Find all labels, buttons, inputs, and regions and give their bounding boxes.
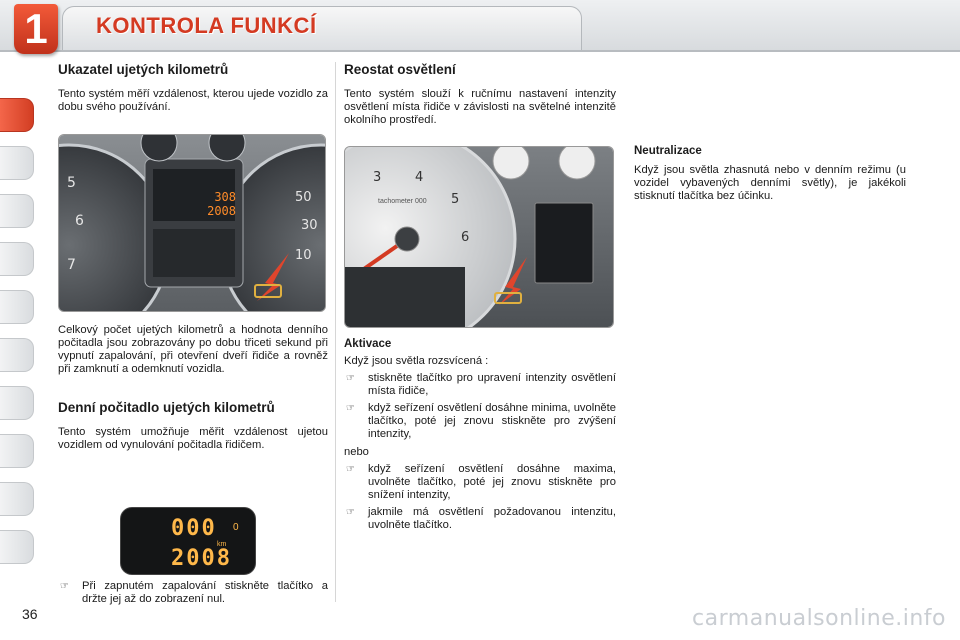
trip-heading: Denní počitadlo ujetých kilometrů: [58, 400, 275, 415]
reset-instruction: [58, 580, 328, 606]
neutral-heading: Neutralizace: [634, 145, 702, 157]
side-tab-chapter-5[interactable]: [0, 290, 34, 324]
cluster-readout-top: 308: [214, 190, 236, 204]
page-number: 36: [22, 606, 38, 622]
pointing-hand-icon: ☞: [60, 581, 69, 592]
svg-text:7: 7: [67, 257, 76, 273]
trip-text: Tento systém umožňuje měřit vzdálenost ujetou vozidlem od vynulování počitadla řidičem.: [58, 426, 328, 451]
svg-text:6: 6: [75, 213, 84, 229]
pointing-hand-icon: ☞: [346, 464, 355, 475]
svg-text:6: 6: [461, 230, 470, 245]
activation-item-text: když seřízení osvětlení dosáhne maxima, uvolněte tlačítko, poté jej znovu stiskněte pro snížení intenzity,: [368, 463, 616, 501]
svg-text:50: 50: [295, 190, 312, 205]
column-odometer: [58, 62, 328, 114]
display-top: 000: [171, 516, 217, 541]
display-bottom: 2008: [171, 546, 232, 571]
chapter-badge: 1: [14, 4, 58, 54]
side-tab-chapter-2[interactable]: [0, 146, 34, 180]
side-tab-chapter-7[interactable]: [0, 386, 34, 420]
side-tab-chapter-8[interactable]: [0, 434, 34, 468]
pointing-hand-icon: ☞: [346, 403, 355, 414]
activation-item: [344, 372, 616, 398]
dimmer-cluster-image: [344, 146, 614, 328]
svg-text:3: 3: [373, 170, 382, 185]
reset-text: Při zapnutém zapalování stiskněte tlačítko a držte jej až do zobrazení nul.: [82, 580, 328, 605]
odometer-text: Tento systém měří vzdálenost, kterou ujede vozidlo za dobu svého používání.: [58, 88, 328, 113]
neutral-text: Když jsou světla zhasnutá nebo v denním režimu (u vozidel vybavených denními světly), je jakékoli stisknutí tlačítka bez účinku.: [634, 164, 906, 202]
side-tab-chapter-6[interactable]: [0, 338, 34, 372]
column-divider: [335, 62, 336, 602]
display-unit: km: [217, 541, 227, 548]
activation-item: [344, 402, 616, 441]
activation-item-text: stiskněte tlačítko pro upravení intenzity osvětlení místa řidiče,: [368, 372, 616, 397]
watermark: carmanualsonline.info: [692, 606, 946, 631]
chapter-side-tabs: [0, 62, 38, 602]
svg-text:4: 4: [415, 170, 424, 185]
total-distance-text: Celkový počet ujetých kilometrů a hodnota denního počitadla jsou zobrazovány po dobu třiceti sekund při vypnutí zapalování, při otevření dveří řidiče a rovněž při zamknutí a odemknutí vozidla.: [58, 324, 328, 375]
activation-section: [344, 337, 616, 532]
side-tab-chapter-10[interactable]: [0, 530, 34, 564]
trip-display-image: [120, 507, 256, 575]
odometer-heading: Ukazatel ujetých kilometrů: [58, 62, 229, 77]
column-dimmer: [344, 62, 616, 127]
pointing-hand-icon: ☞: [346, 373, 355, 384]
activation-heading: Aktivace: [344, 338, 392, 350]
cluster-readout-bottom: 2008: [207, 204, 236, 218]
side-tab-chapter-4[interactable]: [0, 242, 34, 276]
or-text: nebo: [344, 446, 369, 458]
svg-text:30: 30: [301, 218, 318, 233]
activation-item: [344, 506, 616, 532]
activation-item-text: když seřízení osvětlení dosáhne minima, uvolněte tlačítko, poté jej znovu stiskněte pro zvýšení intenzity,: [368, 402, 616, 440]
column-neutralization: [634, 144, 906, 203]
reset-item: [58, 580, 328, 606]
side-tab-chapter-1[interactable]: [0, 98, 34, 132]
chapter-title: KONTROLA FUNKCÍ: [96, 13, 317, 38]
svg-text:5: 5: [451, 192, 460, 207]
svg-text:10: 10: [295, 248, 312, 263]
cluster-readout: [146, 190, 236, 230]
gauge-readout: tachometer 000: [378, 198, 427, 205]
display-extra: 0: [233, 522, 239, 533]
column-odometer-lower: [58, 324, 328, 452]
svg-text:5: 5: [67, 175, 76, 191]
activation-item-text: jakmile má osvětlení požadovanou intenzitu, uvolněte tlačítko.: [368, 506, 616, 531]
pointing-hand-icon: ☞: [346, 507, 355, 518]
page-header: [0, 0, 960, 56]
dimmer-heading: Reostat osvětlení: [344, 62, 456, 77]
activation-intro: Když jsou světla rozsvícená :: [344, 355, 489, 367]
side-tab-chapter-3[interactable]: [0, 194, 34, 228]
dimmer-text: Tento systém slouží k ručnímu nastavení intenzity osvětlení místa řidiče v závislosti na světelné intenzitě okolního prostředí.: [344, 88, 616, 126]
activation-item: [344, 463, 616, 502]
side-tab-chapter-9[interactable]: [0, 482, 34, 516]
